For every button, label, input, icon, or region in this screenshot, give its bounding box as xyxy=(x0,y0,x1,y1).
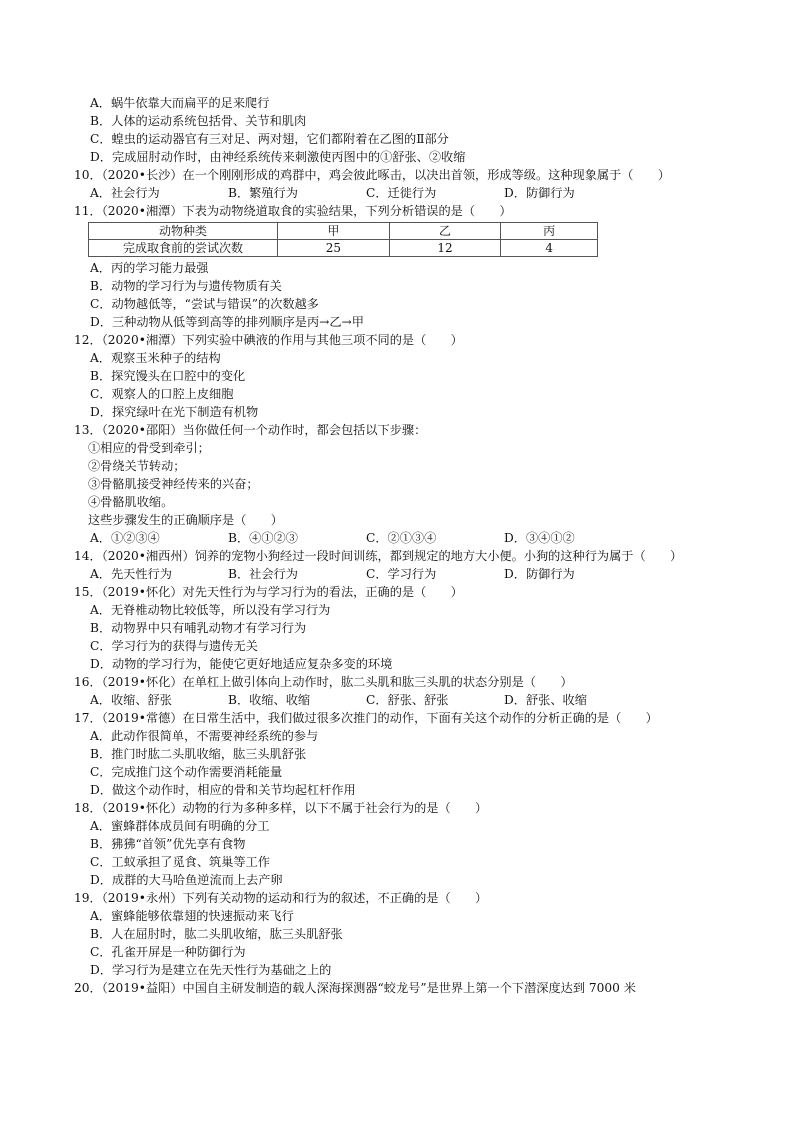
q19-option-c: C．孔雀开屏是一种防御行为 xyxy=(90,945,246,959)
q11-option-c: C．动物越低等，“尝试与错误”的次数越多 xyxy=(90,297,319,311)
q14-option-d: D．防御行为 xyxy=(504,567,575,581)
q13-options xyxy=(88,529,728,547)
q15-option-b: B．动物界中只有哺乳动物才有学习行为 xyxy=(90,621,307,635)
q13-tail: 这些步骤发生的正确顺序是（ ） xyxy=(88,513,283,527)
q13-step-1: ①相应的骨受到牵引； xyxy=(88,441,210,455)
q13-option-c: C．②①③④ xyxy=(366,531,437,545)
q11-option-b: B．动物的学习行为与遗传物质有关 xyxy=(90,279,282,293)
table-cell: 丙 xyxy=(501,223,598,240)
q20-stem: 20．（2019•益阳）中国自主研发制造的载人深海探测器“蛟龙号”是世界上第一个下潜深度达到 7000 米 xyxy=(74,981,636,995)
q17-option-c: C．完成推门这个动作需要消耗能量 xyxy=(90,765,283,779)
q10-option-a: A．社会行为 xyxy=(90,186,160,200)
q14-options xyxy=(88,565,728,583)
q13-option-d: D．③④①② xyxy=(504,531,575,545)
q14-option-b: B．社会行为 xyxy=(228,567,298,581)
q14-stem: 14．（2020•湘西州）饲养的宠物小狗经过一段时间训练，都到规定的地方大小便。小狗的这种行为属于（ ） xyxy=(74,549,683,563)
q11-table xyxy=(88,222,598,257)
table-cell: 12 xyxy=(389,240,501,257)
q15-stem: 15．（2019•怀化）对先天性行为与学习行为的看法，正确的是（ ） xyxy=(74,585,463,599)
q18-option-d: D．成群的大马哈鱼逆流而上去产卵 xyxy=(90,873,283,887)
q13-option-b: B．④①②③ xyxy=(228,531,298,545)
q13-option-a: A．①②③④ xyxy=(90,531,160,545)
q15-option-a: A．无脊椎动物比较低等，所以没有学习行为 xyxy=(90,603,331,617)
q19-stem: 19．（2019•永州）下列有关动物的运动和行为的叙述，不正确的是（ ） xyxy=(74,891,488,905)
q17-stem: 17．（2019•常德）在日常生活中，我们做过很多次推门的动作，下面有关这个动作的分析正确的是（ ） xyxy=(74,711,658,725)
q11-option-a: A．丙的学习能力最强 xyxy=(90,261,209,275)
q12-option-b: B．探究馒头在口腔中的变化 xyxy=(90,369,246,383)
q16-stem: 16．（2019•怀化）在单杠上做引体向上动作时，肱二头肌和肱三头肌的状态分别是（ ） xyxy=(74,675,573,689)
table-cell: 25 xyxy=(278,240,390,257)
q16-option-d: D．舒张、收缩 xyxy=(504,693,587,707)
q10-option-b: B．繁殖行为 xyxy=(228,186,298,200)
q13-stem: 13．（2020•邵阳）当你做任何一个动作时，都会包括以下步骤： xyxy=(74,423,427,437)
q17-option-a: A．此动作很简单，不需要神经系统的参与 xyxy=(90,729,319,743)
q9-option-d: D．完成屈肘动作时，由神经系统传来刺激使丙图中的①舒张、②收缩 xyxy=(90,150,466,164)
q18-option-c: C．工蚁承担了觅食、筑巢等工作 xyxy=(90,855,270,869)
q18-option-b: B．狒狒“首领”优先享有食物 xyxy=(90,837,246,851)
q12-stem: 12．（2020•湘潭）下列实验中碘液的作用与其他三项不同的是（ ） xyxy=(74,333,463,347)
q11-stem: 11．（2020•湘潭）下表为动物绕道取食的实验结果，下列分析错误的是（ ） xyxy=(74,204,512,218)
q12-option-a: A．观察玉米种子的结构 xyxy=(90,351,221,365)
q10-option-d: D．防御行为 xyxy=(504,186,575,200)
table-cell: 甲 xyxy=(278,223,390,240)
q18-option-a: A．蜜蜂群体成员间有明确的分工 xyxy=(90,819,270,833)
q10-stem: 10．（2020•长沙）在一个刚刚形成的鸡群中，鸡会彼此啄击，以决出首领，形成等级。这种现象属于（ ） xyxy=(74,168,671,182)
q18-stem: 18．（2019•怀化）动物的行为多种多样，以下不属于社会行为的是（ ） xyxy=(74,801,488,815)
table-row xyxy=(89,223,598,240)
table-cell: 4 xyxy=(501,240,598,257)
q10-options xyxy=(88,184,728,202)
q17-option-b: B．推门时肱二头肌收缩，肱三头肌舒张 xyxy=(90,747,307,761)
q14-option-c: C．学习行为 xyxy=(366,567,437,581)
table-cell: 动物种类 xyxy=(89,223,278,240)
q19-option-b: B．人在屈肘时，肱二头肌收缩，肱三头肌舒张 xyxy=(90,927,343,941)
q13-step-2: ②骨绕关节转动； xyxy=(88,459,186,473)
q16-option-c: C．舒张、舒张 xyxy=(366,693,449,707)
table-cell: 乙 xyxy=(389,223,501,240)
q11-option-d: D．三种动物从低等到高等的排列顺序是丙→乙→甲 xyxy=(90,315,364,329)
table-cell: 完成取食前的尝试次数 xyxy=(89,240,278,257)
q15-option-d: D．动物的学习行为，能使它更好地适应复杂多变的环境 xyxy=(90,657,393,671)
q15-option-c: C．学习行为的获得与遗传无关 xyxy=(90,639,258,653)
q16-options xyxy=(88,691,728,709)
q9-option-b: B．人体的运动系统包括骨、关节和肌肉 xyxy=(90,114,307,128)
q17-option-d: D．做这个动作时，相应的骨和关节均起杠杆作用 xyxy=(90,783,356,797)
q16-option-b: B．收缩、收缩 xyxy=(228,693,311,707)
q19-option-a: A．蜜蜂能够依靠翅的快速振动来飞行 xyxy=(90,909,294,923)
q10-option-c: C．迁徙行为 xyxy=(366,186,437,200)
q13-step-4: ④骨骼肌收缩。 xyxy=(88,495,174,509)
exam-page xyxy=(74,94,728,997)
q14-option-a: A．先天性行为 xyxy=(90,567,172,581)
table-row xyxy=(89,240,598,257)
q13-step-3: ③骨骼肌接受神经传来的兴奋； xyxy=(88,477,259,491)
q9-option-c: C．蝗虫的运动器官有三对足、两对翅，它们都附着在乙图的Ⅱ部分 xyxy=(90,132,449,146)
q9-option-a: A．蜗牛依靠大而扁平的足来爬行 xyxy=(90,96,270,110)
q12-option-c: C．观察人的口腔上皮细胞 xyxy=(90,387,234,401)
q19-option-d: D．学习行为是建立在先天性行为基础之上的 xyxy=(90,963,332,977)
q12-option-d: D．探究绿叶在光下制造有机物 xyxy=(90,405,259,419)
q16-option-a: A．收缩、舒张 xyxy=(90,693,172,707)
